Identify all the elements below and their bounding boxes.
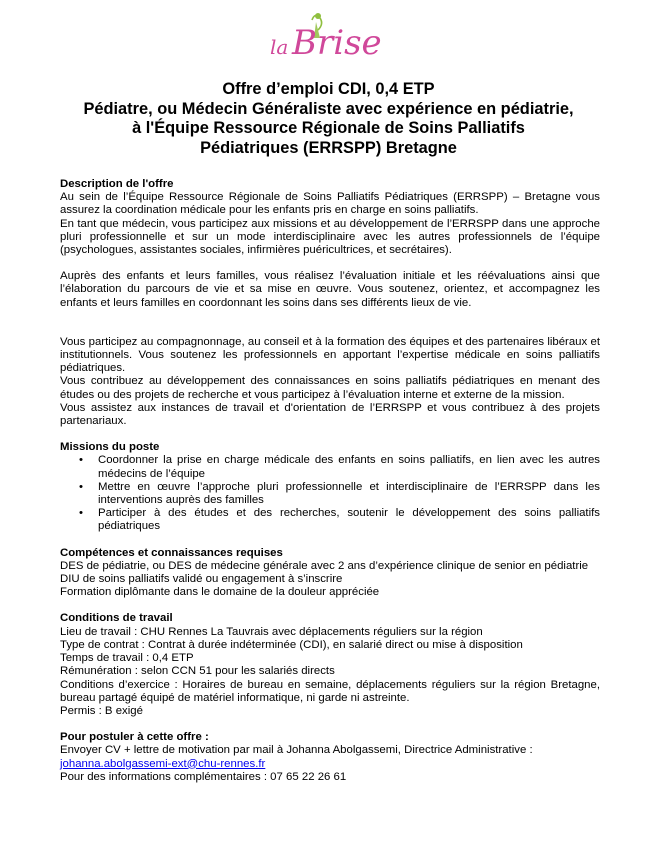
apply-heading: Pour postuler à cette offre : <box>60 731 209 744</box>
conditions-heading: Conditions de travail <box>60 612 173 625</box>
missions-list <box>60 454 600 533</box>
description-paragraph: Au sein de l’Équipe Ressource Régionale de Soins Palliatifs Pédiatriques (ERRSPP) – Bretagne vous assurez la coordination médicale pour les enfants pris en charge en soins palliatifs. <box>60 191 600 217</box>
logo-la-text: la <box>270 35 289 59</box>
condition-line: Rémunération : selon CCN 51 pour les salariés directs <box>60 665 335 678</box>
apply-phone-line: Pour des informations complémentaires : 07 65 22 26 61 <box>60 770 347 783</box>
condition-line: Permis : B exigé <box>60 704 143 717</box>
title-line-2: Pédiatre, ou Médecin Généraliste avec expérience en pédiatrie, <box>83 99 574 118</box>
description-paragraph: Vous contribuez au développement des connaissances en soins palliatifs pédiatriques en menant des études ou des projets de recherche et vous participez à l’évaluation interne et externe de la mission. <box>60 375 600 401</box>
mission-item: • Participer à des études et des recherches, soutenir le développement des soins palliatifs pédiatriques <box>98 507 600 533</box>
title-line-1: Offre d’emploi CDI, 0,4 ETP <box>222 80 435 98</box>
condition-line: Type de contrat : Contrat à durée indéterminée (CDI), en salarié direct ou mise à disposition <box>60 638 523 651</box>
description-paragraph: Vous participez au compagnonnage, au conseil et à la formation des équipes et des partenaires libéraux et institutionnels. Vous soutenez les professionnels en apportant l’expertise médicale en soins palliatifs pédiatriques. <box>60 335 600 375</box>
apply-instructions: Envoyer CV + lettre de motivation par mail à Johanna Abolgassemi, Directrice Administrative : <box>60 744 533 757</box>
competence-line: DIU de soins palliatifs validé ou engagement à s’inscrire <box>60 573 343 586</box>
competence-line: DES de pédiatrie, ou DES de médecine générale avec 2 ans d’expérience clinique de senior en pédiatrie <box>60 559 589 572</box>
condition-line: Lieu de travail : CHU Rennes La Tauvrais avec déplacements réguliers sur la région <box>60 625 483 638</box>
offer-title <box>40 80 617 158</box>
competence-line: Formation diplômante dans le domaine de la douleur appréciée <box>60 586 380 599</box>
competences-heading: Compétences et connaissances requises <box>60 546 283 559</box>
description-paragraph: En tant que médecin, vous participez aux missions et au développement de l’ERRSPP dans une approche pluri professionnelle et sur un mode interdisciplinaire avec les autres professionnels de l’équipe (psychologues, assistantes sociales, infirmières puéricultrices, et secrétaires). <box>60 217 600 257</box>
title-line-3: à l'Équipe Ressource Régionale de Soins Palliatifs <box>132 119 525 137</box>
condition-line: Temps de travail : 0,4 ETP <box>60 652 194 665</box>
mission-item: • Mettre en œuvre l’approche pluri professionnelle et interdisciplinaire de l’ERRSPP dans les interventions auprès des familles <box>98 481 600 507</box>
offer-body <box>60 178 600 784</box>
description-heading: Description de l'offre <box>60 178 174 190</box>
mission-item: • Coordonner la prise en charge médicale des enfants en soins palliatifs, en lien avec les autres médecins de l’équipe <box>98 454 600 480</box>
title-line-4: Pédiatriques (ERRSPP) Bretagne <box>200 138 457 157</box>
missions-heading: Missions du poste <box>60 441 160 454</box>
contact-email-link[interactable]: johanna.abolgassemi-ext@chu-rennes.fr <box>60 757 266 770</box>
logo-brise-text: Brise <box>292 23 382 63</box>
description-paragraph: Vous assistez aux instances de travail et d'orientation de l’ERRSPP et vous contribuez à des projets partenariaux. <box>60 401 600 428</box>
la-brise-logo <box>268 8 393 66</box>
logo-graphic <box>268 8 393 66</box>
condition-line: Conditions d’exercice : Horaires de bureau en semaine, déplacements réguliers sur la région Bretagne, bureau partagé équipé de matériel informatique, ni garde ni astreinte. <box>60 678 600 704</box>
description-paragraph: Auprès des enfants et leurs familles, vous réalisez l’évaluation initiale et les réévaluations ainsi que l’élaboration du parcours de vie et sa mise en œuvre. Vous soutenez, orientez, et accompagnez les enfants et leurs familles en coordonnant les soins dans ses différents lieux de vie. <box>60 270 600 309</box>
